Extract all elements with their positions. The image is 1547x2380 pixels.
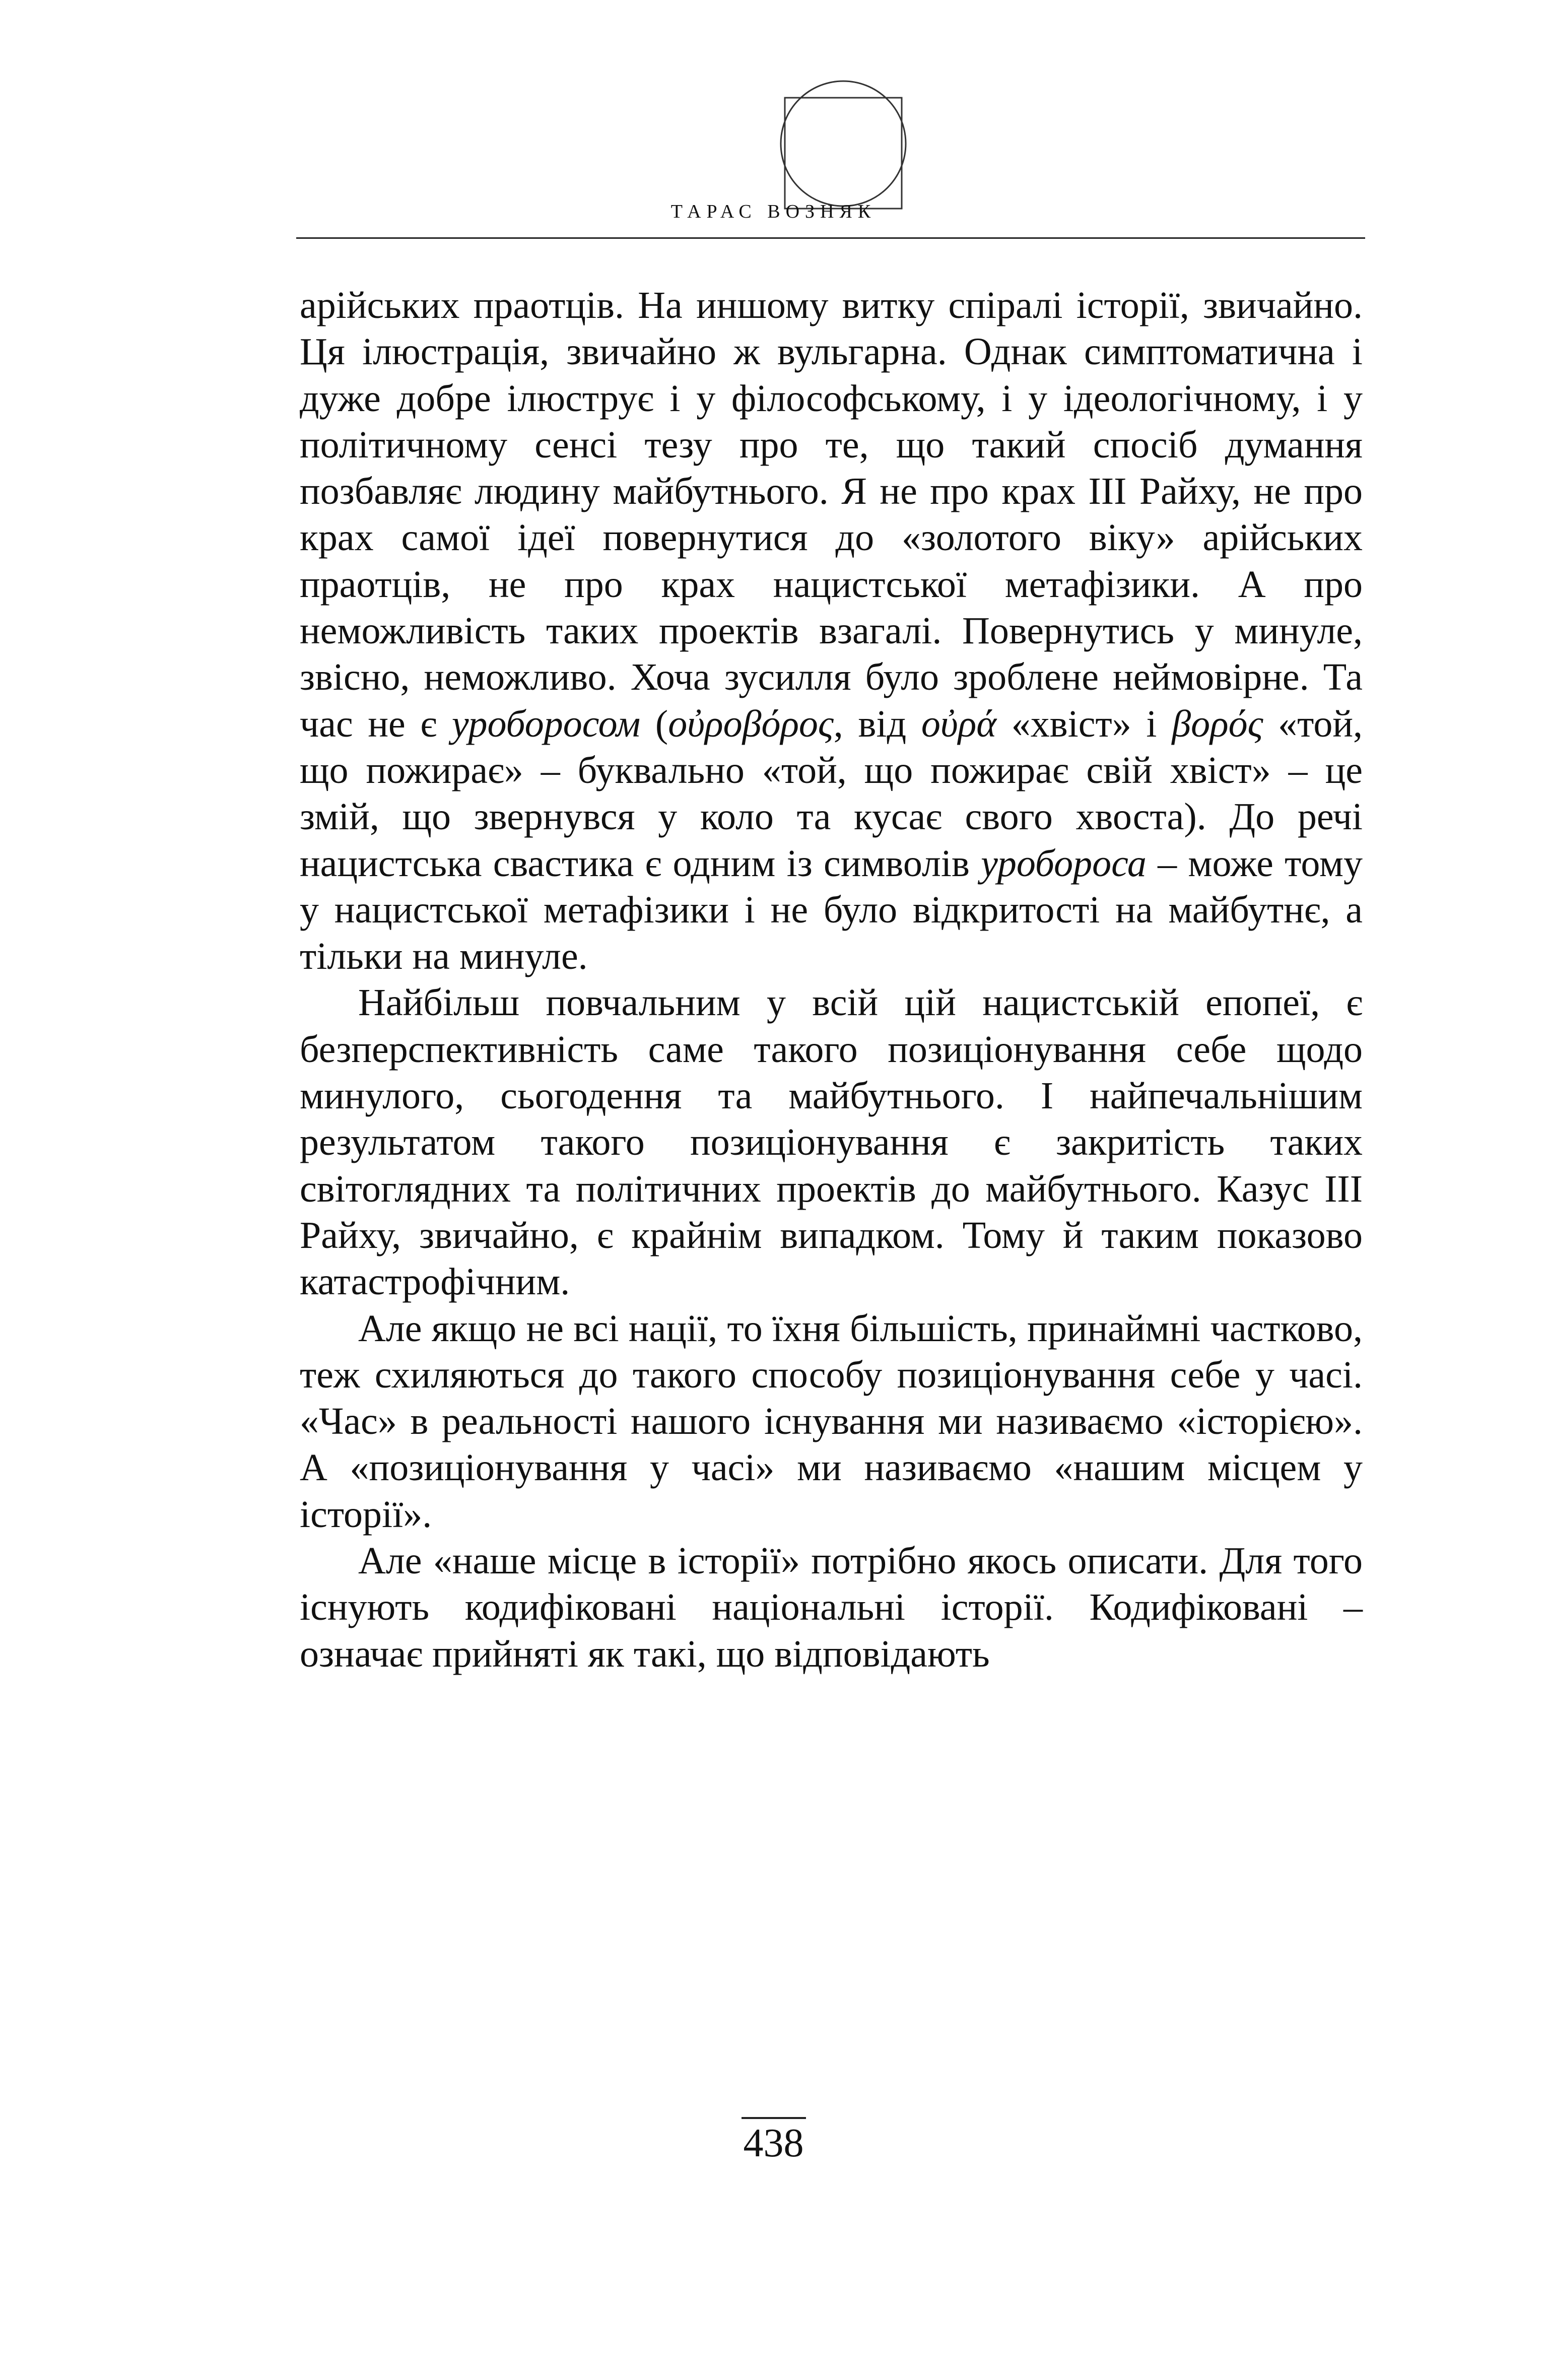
text-run: «хвіст» і (996, 702, 1172, 745)
header-rule (296, 237, 1365, 239)
italic-term: уробороса (981, 842, 1147, 885)
text-run: Але «наше місце в історії» потрібно якось описати. Для того існують кодифіковані національні історії. Кодифіковані – означає прийняті як такі, що відповідають (300, 1540, 1363, 1675)
paragraph (300, 282, 1363, 979)
text-run: – може тому у нацистської метафізики і не було відкритості на майбутнє, а тільки на минуле. (300, 842, 1363, 978)
text-run: Але якщо не всі нації, то їхня більшість, принаймні частково, теж схиляються до такого способу позиціонування себе у часі. «Час» в реальності нашого існування ми називаємо «історією». А «позиціонування у часі» ми називаємо «нашим місцем у історії». (300, 1307, 1363, 1536)
paragraph (300, 1305, 1363, 1538)
italic-term: уроборосом (451, 702, 641, 745)
italic-term: οὐροβόρος (668, 702, 834, 745)
text-run: , від (833, 702, 921, 745)
italic-term: βορός (1172, 702, 1263, 745)
emblem-icon (773, 73, 914, 214)
paragraph (300, 979, 1363, 1305)
page-number: 438 (742, 2117, 806, 2167)
text-run: Найбільш повчальним у всій цій нацистській епопеї, є безперспективність саме такого позиціонування себе щодо минулого, сьогодення та майбутнього. І найпечальнішим результатом такого позиціонування є закритість таких світоглядних та політичних проектів до майбутнього. Казус III Райху, звичайно, є крайнім випадком. Тому й таким показово катастрофічним. (300, 981, 1363, 1303)
page-footer (0, 2117, 1547, 2167)
running-header-author: ТАРАС ВОЗНЯК (670, 201, 877, 222)
paragraph (300, 1538, 1363, 1677)
italic-term: οὐρά (921, 702, 997, 745)
body-text (300, 282, 1363, 1677)
text-run: «той, що пожирає» – буквально «той, що пожирає свій хвіст» – це змій, що звернувся у коло та кусає свого хвоста). До речі нацистська свастика є одним із символів (300, 702, 1363, 885)
text-run: арійських праотців. На иншому витку спіралі історії, звичайно. Ця ілюстрація, звичайно ж вульгарна. Однак симптоматична і дуже добре ілюструє і у філософському, і у ідеологічному, і у політичному сенсі тезу про те, що такий спосіб думання позбавляє людину майбутнього. Я не про крах III Райху, не про крах самої ідеї повернутися до «золотого віку» арійських праотців, не про крах нацистської метафізики. А про неможливість таких проектів взагалі. Повернутись у минуле, звісно, неможливо. Хоча зусилля було зроблене неймовірне. Та час не є (300, 284, 1363, 745)
text-run: ( (640, 702, 668, 745)
